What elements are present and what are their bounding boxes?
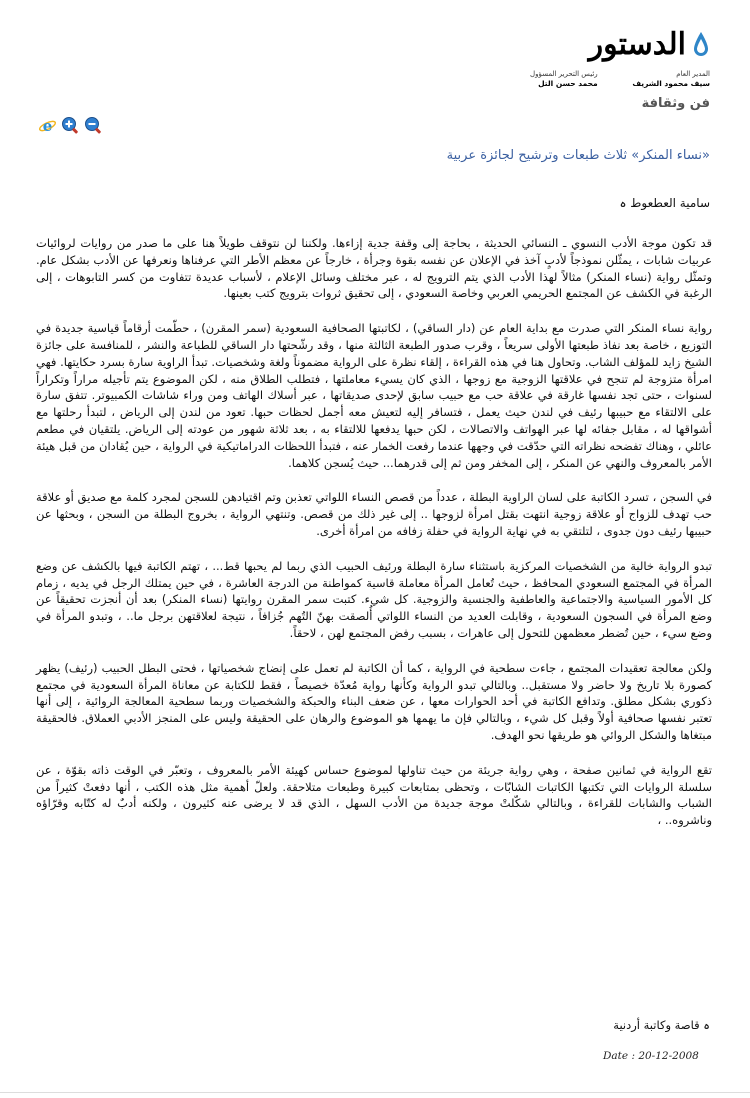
logo[interactable] [588,27,710,62]
article-body [36,235,712,847]
svg-text:e: e [42,117,53,135]
author-bio: ہ قاصة وكاتبة أردنية [613,1018,710,1032]
divider [0,1092,750,1093]
logo-text: الدستور [588,27,686,62]
article-paragraph: تقع الرواية في ثمانين صفحة ، وهي رواية جريئة من حيث تناولها لموضوع حساس كهيئة الأمر بالمعروف ، وتعبّر في الوقت ذاته بقوّة ، عن سلسلة الروايات التي تكتبها الكاتبات الشابّات ، وتحظى بمتابعات كبيرة وطبعات متلاحقة. ولعلّ أهمية مثل هذه الكتب ، أنها دفعتْ كثيراً من الشباب والشابات للقراءة ، وبالتالي شكّلتْ موجة جديدة من الأدب السهل ، الذي قد لا يرضى عنه كثيرون ، ولكنه أدبٌ له كتّابه وقرّاؤه وناشروه.. ، [36,762,712,828]
zoom-out-icon [84,116,103,135]
section-title: فن وثقافة [641,96,710,111]
editors-block [530,70,710,88]
chief-editor: رئيس التحرير المسؤول محمد حسن التل [530,70,598,88]
article-paragraph: في السجن ، تسرد الكاتبة على لسان الراوية البطلة ، عدداً من قصص النساء اللواتي تعذبن وتم اقتيادهن للسجن لمجرد كلمة مع صديق أو علاقة حب تهدف للزواج أو علاقة زوجية انتهت بقتل امرأة لزوجها .. إلى غير ذلك من قصص. وتنتهي الرواية ، بخروج البطلة من السجن ، وبحثها عن حبيبها رئيف دون جدوى ، لتلتقي به في نهاية الرواية في حفلة زفافه من امرأة أخرى. [36,490,712,538]
ie-button[interactable] [38,116,57,135]
article-paragraph: قد تكون موجة الأدب النسوي ـ النسائي الحديثة ، بحاجة إلى وقفة جدية إزاءها. ولكننا لن نتوقف طويلاً هنا على ما صدر من روايات لروائيات عربيات شابات ، يمثّلن نموذجاً لأدبٍ آخذ في الإعلان عن نفسه بقوة وجرأة ، خارجاً عن معظم الأطر التي عرفناها ونعرفها عن الأدب بشكل عام. وتمثّل رواية (نساء المنكر) مثالاً لهذا الأدب الذي يتم الترويج له ، عبر مختلف وسائل الإعلام ، لأسباب عديدة تتفاوت من كسر التابوهات ، إلى الرغبة في الكشف عن المجتمع الحريمي العربي وخاصة السعودي ، إلى تحقيق ثروات بترويج كتب بعينها. [36,236,712,301]
water-drop-icon [692,31,710,59]
toolbar [38,116,103,135]
ie-icon [38,116,57,135]
zoom-in-icon [61,116,80,135]
article-paragraph: رواية نساء المنكر التي صدرت مع بداية العام عن (دار الساقي) ، لكاتبتها الصحافية السعودية (سمر المقرن) ، حطّمت أرقاماً قياسية جديدة في التوزيع ، خاصة بعد نفاذ طبعتها الأولى سريعاً ، وقرب صدور الطبعة الثالثة منها ، وقد رشّحتها دار الساقي للطباعة والنشر ، للمنافسة على جائزة الشيخ زايد للمؤلف الشاب. وتحاول هنا في هذه القراءة ، إلقاء نظرة على الرواية مضموناً ولغة وشخصيات. تبدأ الراوية سارة بسرد حكايتها. فهي امرأة متزوجة لم تنجح في علاقتها الزوجية مع زوجها ، الذي كان يسيء معاملتها ، فتطلب الطلاق منه ، لكن الموضوع يتم تأجيله مراراً وتكراراً لسنوات ، حتى تجد نفسها غارقة في علاقة حب مع حبيب سابق لإحدى صديقاتها ، عبر أسلاك الهاتف ومن وراء شاشات الكمبيوتر. تتفق سارة على الالتقاء مع حبيبها رئيف في لندن حيث يعمل ، فتسافر إليه لتعيش معه أجمل لحظات حبها. تعود من لندن إلى الرياض ، لتبدأ رحلتها مع أشواقها له ، مقابل جفائه لها عبر الهواتف والاتصالات ، لكن حبها يدفعها للالتقاء به ، بعد ثلاثة شهور من عودته إلى الرياض. يلتقيان في مطعم عائلي ، وهناك تفضحه نظراته التي حدّقت في وجهها عندما رفعت الخمار عنه ، فتبدأ اللحظات الدراماتيكية في الرواية ، حين يُقادان من قبل هيئة الأمر بالمعروف والنهي عن المنكر ، إلى المخفر ومن ثم إلى قدرهما... حيث يُسجن كلاهما. [36,321,712,470]
article-title: «نساء المنكر» ثلاث طبعات وترشيح لجائزة عربية [446,148,710,163]
general-manager: المدير العام سيف محمود الشريف [632,70,710,88]
article-paragraph: تبدو الرواية خالية من الشخصيات المركزية باستثناء سارة البطلة ورئيف الحبيب الذي ربما لم يحبها قط... ، تهتم الكاتبة فيها بالكشف عن وضع المرأة في المجتمع السعودي المحافظ ، حيث تُعامل المرأة معاملة قاسية كمواطنة من الدرجة العاشرة ، في حين يمتلك الرجل في يديه ، زمام كل الأمور السياسية والاجتماعية والعاطفية والجنسية والزوجية. كل شيء. كتبت سمر المقرن روايتها (نساء المنكر) بعد أن أنجزت تحقيقاً عن وضع المرأة في السجون السعودية ، وقابلت العديد من النساء اللواتي أُلصقت بهنّ التُهم جُزافاً ، نتيجة لعلاقتهن برجل ما.. ، وتبدو المرأة في وضع سيء ، حين تُضطر معظمهن للتحول إلى عاهرات ، بسبب رفض المجتمع لهن ، لاحقاً. [36,558,712,640]
article-date: Date : 20-12-2008 [603,1050,699,1062]
zoom-out-button[interactable] [84,116,103,135]
article-author: سامية العطعوط ہ [619,196,710,210]
article-paragraph: ولكن معالجة تعقيدات المجتمع ، جاءت سطحية في الرواية ، كما أن الكاتبة لم تعمل على إنضاج شخصياتها ، فحتى البطل الحبيب (رئيف) يظهر كصورة بلا تاريخ ولا حاضر ولا مستقبل.. وبالتالي تبدو الرواية وكأنها رواية مُعدّة خصيصاً ، فقط للكتابة عن معاناة المرأة السعودية في مجتمع ذكوري بشكل مطلق. وتدافع الكاتبة في أحد الحوارات معها ، عن ضعف البناء والحبكة والشخصيات وربما سطحية المعالجة الروائية ، إلى أنها تعتبر نفسها صحافية أولاً وقبل كل شيء ، وبالتالي فإن ما يهمها هو الموضوع والرهان على الحقيقة وليس على المنجز الأدبي العملاق. فالحقيقة مبتغاها والشكل الروائي هو طريقها نحو الهدف. [36,660,712,742]
zoom-in-button[interactable] [61,116,80,135]
